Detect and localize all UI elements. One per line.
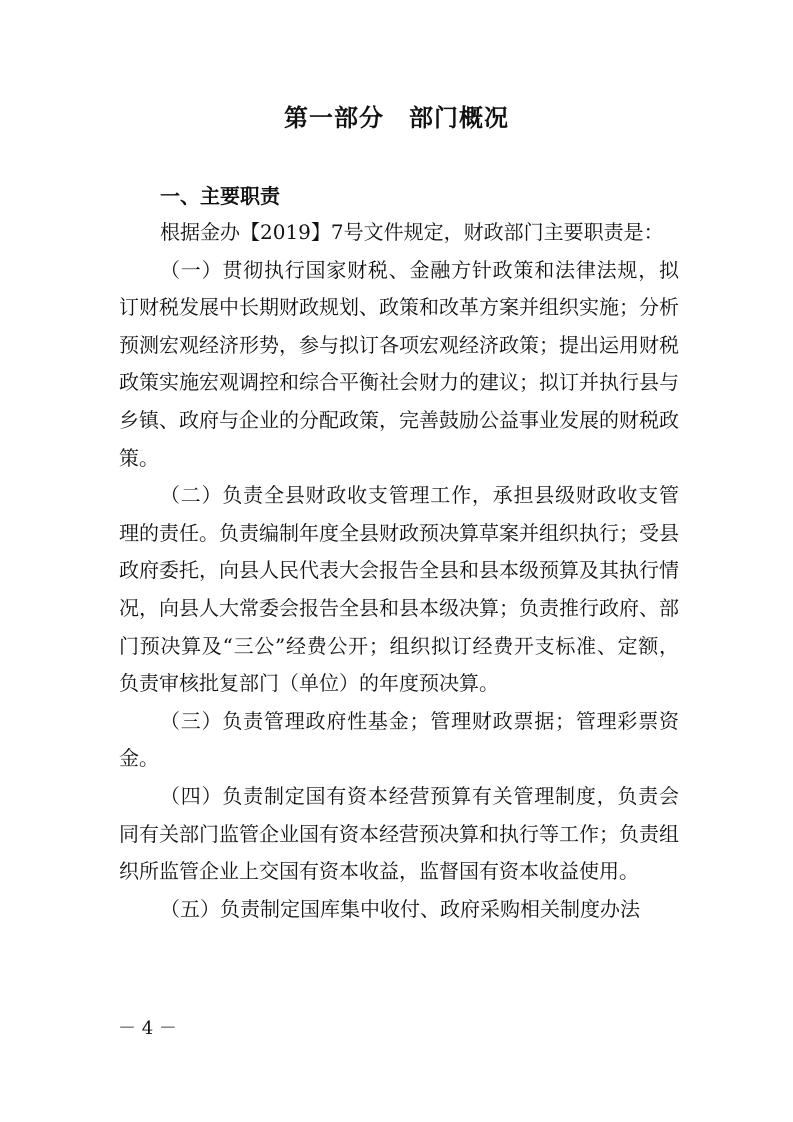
page-number: － 4 － [118,1018,177,1039]
paragraph-duty-1: （一）贯彻执行国家财税、金融方针政策和法律法规，拟订财税发展中长期财政规划、政策和改革方案并组织实施；分析预测宏观经济形势，参与拟订各项宏观经济政策；提出运用财税政策实施宏观调控和综合平衡社会财力的建议；拟订并执行县与乡镇、政府与企业的分配政策，完善鼓励公益事业发展的财税政策。 [119,257,679,470]
paragraph-duty-5: （五）负责制定国库集中收付、政府采购相关制度办法 [160,896,640,921]
page-title: 第一部分 部门概况 [284,104,509,132]
paragraph-duty-4: （四）负责制定国有资本经营预算有关管理制度，负责会同有关部门监管企业国有资本经营预决算和执行等工作；负责组织所监管企业上交国有资本收益，监督国有资本收益使用。 [119,783,679,884]
section-heading: 一、主要职责 [160,184,280,208]
body-text [119,214,679,928]
paragraph-duty-2: （二）负责全县财政收支管理工作，承担县级财政收支管理的责任。负责编制年度全县财政预决算草案并组织执行；受县政府委托，向县人民代表大会报告全县和县本级预算及其执行情况，向县人大常委会报告全县和县本级决算；负责推行政府、部门预决算及“三公”经费公开；组织拟订经费开支标准、定额，负责审核批复部门（单位）的年度预决算。 [119,483,679,696]
paragraph-duty-3: （三）负责管理政府性基金；管理财政票据；管理彩票资金。 [119,708,679,771]
paragraph-intro: 根据金办【2019】7号文件规定，财政部门主要职责是： [160,220,664,244]
